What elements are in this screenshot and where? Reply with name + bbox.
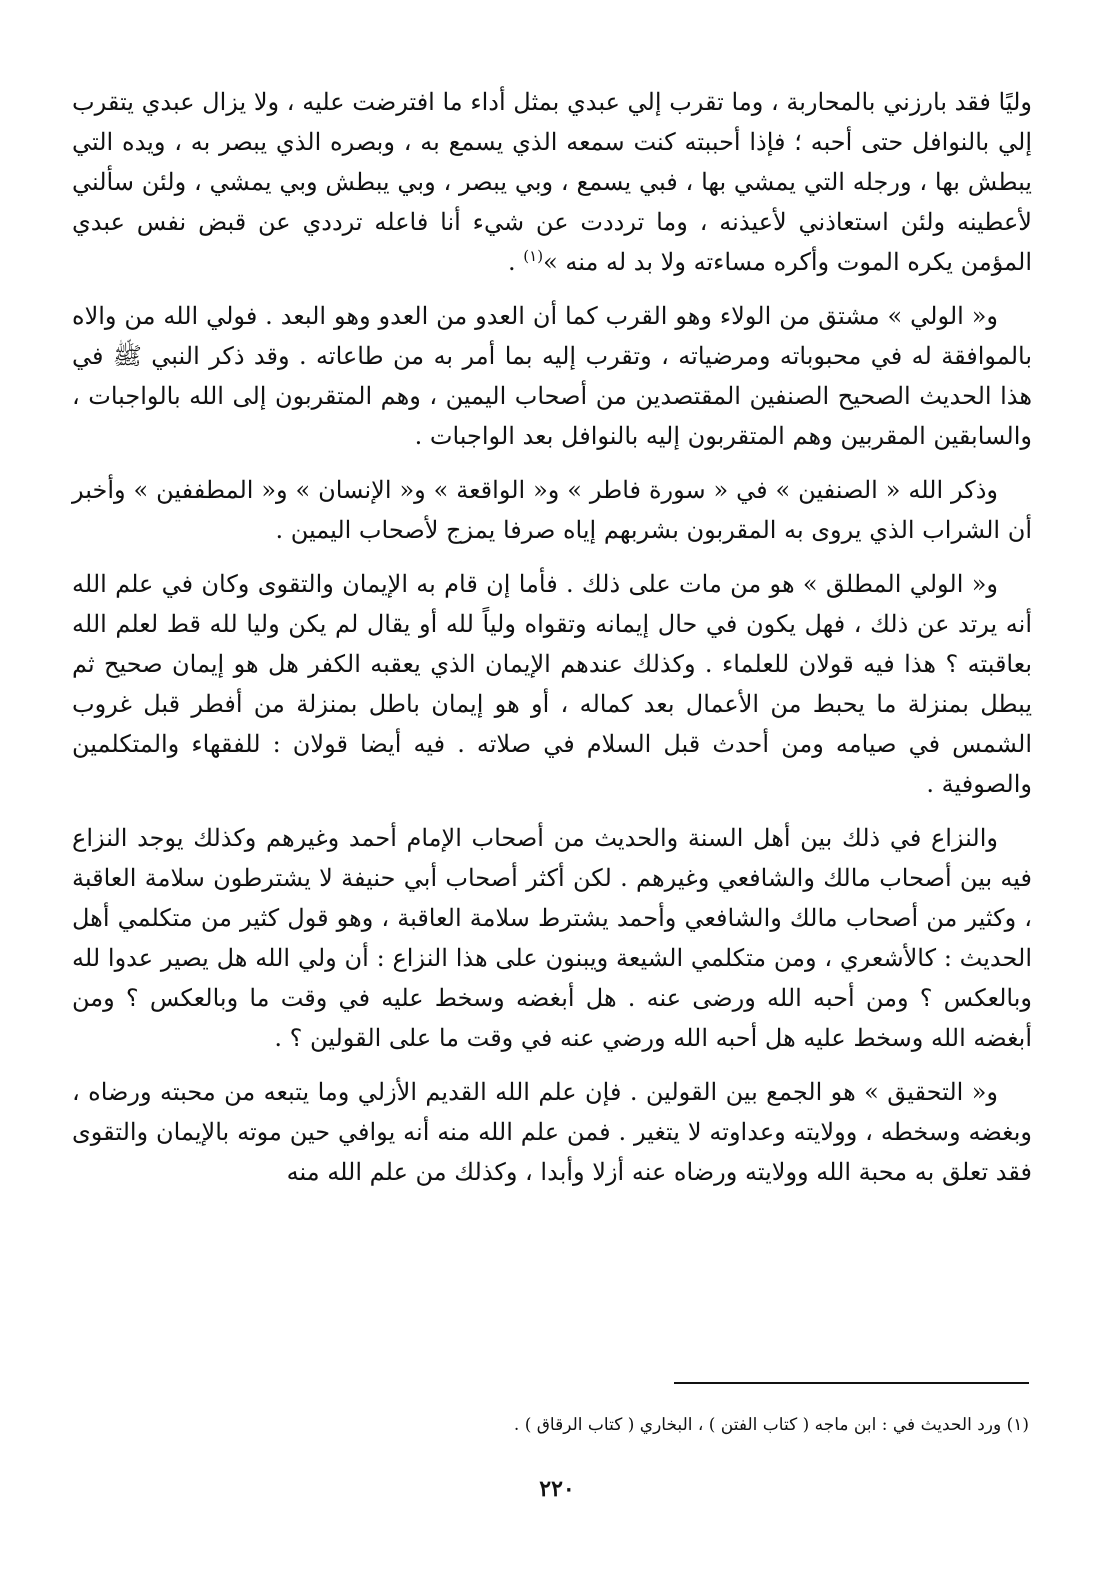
footnote: (١) ورد الحديث في : ابن ماجه ( كتاب الفتن ) ، البخاري ( كتاب الرقاق ) . bbox=[513, 1415, 1029, 1435]
page-number: ٢٢٠ bbox=[539, 1476, 575, 1502]
body-text bbox=[72, 82, 1032, 1206]
paragraph-wali-definition: و« الولي » مشتق من الولاء وهو القرب كما أن العدو من العدو وهو البعد . فولي الله من والاه بالموافقة له في محبوباته ومرضياته ، وتقرب إليه بما أمر به من طاعاته . وقد ذكر النبي ﷺ في هذا الحديث الصحيح الصنفين المقتصدين من أصحاب اليمين ، وهم المتقربون إلى الله بالواجبات ، والسابقين المقربين وهم المتقربون إليه بالنوافل بعد الواجبات . bbox=[72, 302, 1032, 450]
footnote-reference: (١) bbox=[523, 247, 544, 265]
paragraph-absolute-wali: و« الولي المطلق » هو من مات على ذلك . فأما إن قام به الإيمان والتقوى وكان في علم الله أنه يرتد عن ذلك ، فهل يكون في حال إيمانه وتقواه ولياً لله أو يقال لم يكن وليا لله قط لعلم الله بعاقبته ؟ هذا فيه قولان للعلماء . وكذلك عندهم الإيمان الذي يعقبه الكفر هل هو إيمان صحيح ثم يبطل بمنزلة ما يحبط من الأعمال بعد كماله ، أو هو إيمان باطل بمنزلة من أفطر قبل غروب الشمس في صيامه ومن أحدث قبل السلام في صلاته . فيه أيضا قولان : للفقهاء والمتكلمين والصوفية . bbox=[72, 570, 1032, 798]
paragraph-tail: . bbox=[508, 248, 524, 276]
paragraph-verification: و« التحقيق » هو الجمع بين القولين . فإن علم الله القديم الأزلي وما يتبعه من محبته ورضاه ، وبغضه وسخطه ، وولايته وعداوته لا يتغير . فمن علم الله منه أنه يوافي حين موته بالإيمان والتقوى فقد تعلق به محبة الله وولايته ورضاه عنه أزلا وأبدا ، وكذلك من علم الله منه bbox=[72, 1078, 1032, 1186]
paragraph-hadith-continuation bbox=[72, 82, 1032, 282]
paragraph-two-classes: وذكر الله « الصنفين » في « سورة فاطر » و« الواقعة » و« الإنسان » و« المطففين » وأخبر أن الشراب الذي يروى به المقربون بشربهم إياه صرفا يمزج لأصحاب اليمين . bbox=[72, 476, 1032, 544]
footnote-divider bbox=[674, 1382, 1029, 1384]
paragraph-dispute: والنزاع في ذلك بين أهل السنة والحديث من أصحاب الإمام أحمد وغيرهم وكذلك يوجد النزاع فيه بين أصحاب مالك والشافعي وغيرهم . لكن أكثر أصحاب أبي حنيفة لا يشترطون سلامة العاقبة ، وكثير من أصحاب مالك والشافعي وأحمد يشترط سلامة العاقبة ، وهو قول كثير من متكلمي أهل الحديث : كالأشعري ، ومن متكلمي الشيعة ويبنون على هذا النزاع : أن ولي الله هل يصير عدوا لله وبالعكس ؟ ومن أحبه الله ورضى عنه . هل أبغضه وسخط عليه في وقت ما وبالعكس ؟ ومن أبغضه الله وسخط عليه هل أحبه الله ورضي عنه في وقت ما على القولين ؟ . bbox=[72, 824, 1032, 1052]
paragraph-text: وليًا فقد بارزني بالمحاربة ، وما تقرب إلي عبدي بمثل أداء ما افترضت عليه ، ولا يزال عبدي يتقرب إلي بالنوافل حتى أحبه ؛ فإذا أحببته كنت سمعه الذي يسمع به ، وبصره الذي يبصر به ، ويده التي يبطش بها ، ورجله التي يمشي بها ، فبي يسمع ، وبي يبصر ، وبي يبطش وبي يمشي ، ولئن سألني لأعطينه ولئن استعاذني لأعيذنه ، وما ترددت عن شيء أنا فاعله ترددي عن قبض نفس عبدي المؤمن يكره الموت وأكره مساءته ولا بد له منه » bbox=[72, 88, 1032, 276]
